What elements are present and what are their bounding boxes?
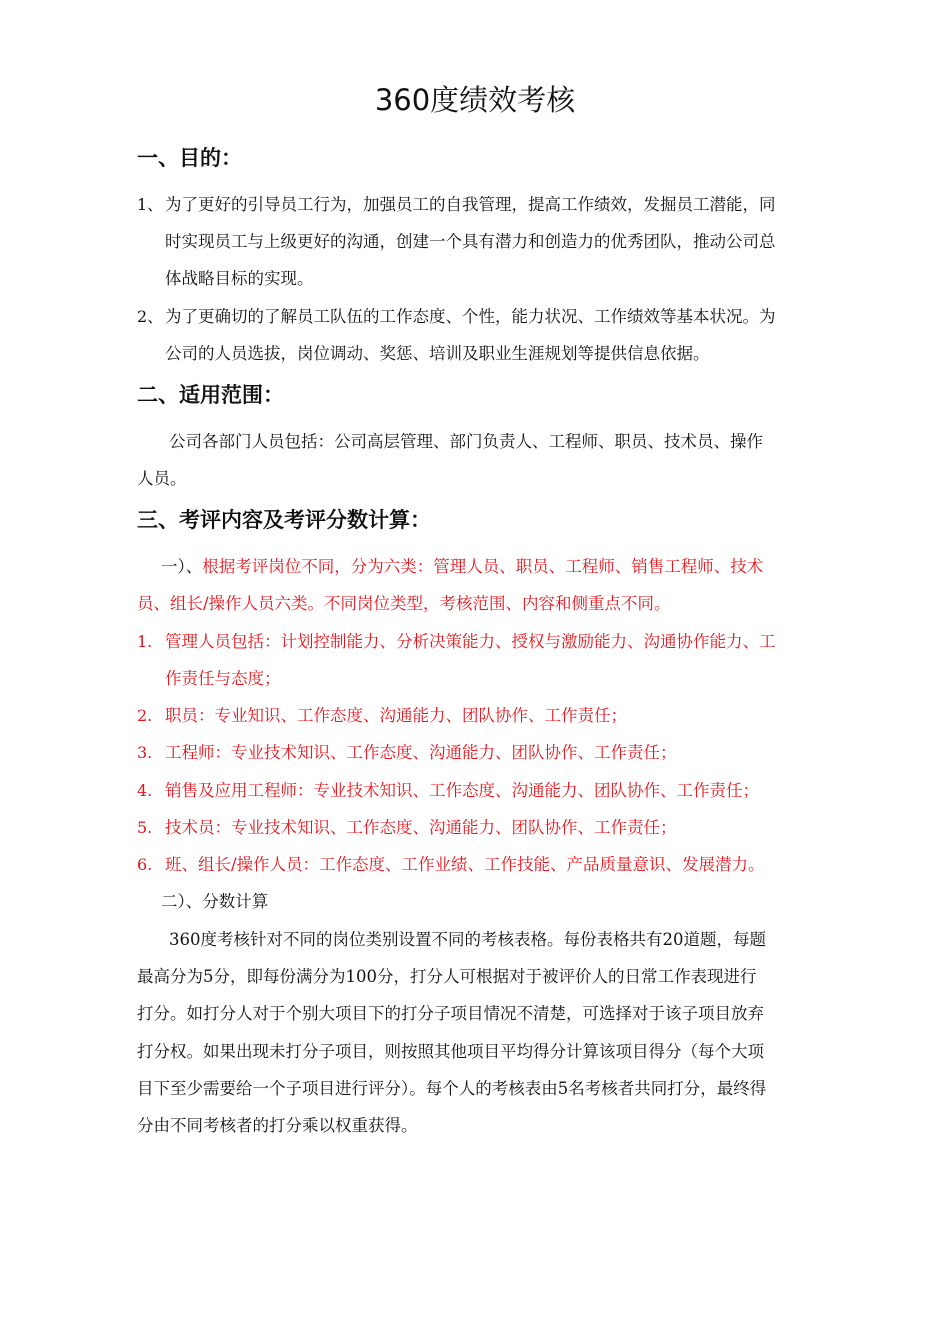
subsection-heading: 二）、分数计算 bbox=[161, 892, 269, 911]
document-title: 360度绩效考核 bbox=[374, 83, 576, 117]
paragraph-line: 时实现员工与上级更好的沟通，创建一个具有潜力和创造力的优秀团队，推动公司总 bbox=[165, 232, 776, 251]
list-item-text: 工程师：专业技术知识、工作态度、沟通能力、团队协作、工作责任； bbox=[165, 743, 677, 762]
paragraph-line: 目下至少需要给一个子项目进行评分）。每个人的考核表由5名考核者共同打分，最终得 bbox=[137, 1079, 767, 1098]
paragraph-line: 为了更确切的了解员工队伍的工作态度、个性，能力状况、工作绩效等基本状况。为 bbox=[165, 307, 776, 326]
list-number: 1. bbox=[137, 632, 153, 651]
subsection-prefix: 一）、 bbox=[161, 557, 203, 576]
paragraph-line: 体战略目标的实现。 bbox=[165, 269, 314, 288]
subsection-line bbox=[161, 556, 763, 578]
list-number: 6. bbox=[137, 855, 153, 874]
section-heading-purpose: 一、目的： bbox=[137, 146, 242, 170]
paragraph-line: 打分。如打分人对于个别大项目下的打分子项目情况不清楚，可选择对于该子项目放弃 bbox=[137, 1004, 764, 1023]
paragraph-line: 360度考核针对不同的岗位类别设置不同的考核表格。每份表格共有20道题，每题 bbox=[169, 930, 766, 949]
list-number: 3. bbox=[137, 743, 153, 762]
list-number: 5. bbox=[137, 818, 153, 837]
list-number: 4. bbox=[137, 781, 153, 800]
list-number: 2、 bbox=[137, 307, 164, 326]
list-item-text: 作责任与态度； bbox=[165, 669, 281, 688]
paragraph-line: 分由不同考核者的打分乘以权重获得。 bbox=[137, 1116, 418, 1135]
list-item-text: 职员：专业知识、工作态度、沟通能力、团队协作、工作责任； bbox=[165, 706, 627, 725]
list-item-text: 管理人员包括：计划控制能力、分析决策能力、授权与激励能力、沟通协作能力、工 bbox=[165, 632, 776, 651]
highlighted-text: 根据考评岗位不同，分为六类：管理人员、职员、工程师、销售工程师、技术 bbox=[202, 557, 764, 576]
list-item-text: 销售及应用工程师：专业技术知识、工作态度、沟通能力、团队协作、工作责任； bbox=[165, 781, 759, 800]
paragraph-line: 最高分为5分，即每份满分为100分，打分人可根据对于被评价人的日常工作表现进行 bbox=[137, 967, 757, 986]
paragraph-line: 公司各部门人员包括：公司高层管理、部门负责人、工程师、职员、技术员、操作 bbox=[169, 432, 763, 451]
list-item-text: 班、组长/操作人员：工作态度、工作业绩、工作技能、产品质量意识、发展潜力。 bbox=[165, 855, 765, 874]
list-number: 1、 bbox=[137, 195, 164, 214]
list-number: 2. bbox=[137, 706, 153, 725]
paragraph-line: 打分权。如果出现未打分子项目，则按照其他项目平均得分计算该项目得分（每个大项 bbox=[137, 1042, 764, 1061]
paragraph-line: 公司的人员选拔，岗位调动、奖惩、培训及职业生涯规划等提供信息依据。 bbox=[165, 344, 710, 363]
highlighted-text: 员、组长/操作人员六类。不同岗位类型，考核范围、内容和侧重点不同。 bbox=[137, 594, 671, 613]
paragraph-line: 人员。 bbox=[137, 469, 187, 488]
paragraph-line: 为了更好的引导员工行为，加强员工的自我管理，提高工作绩效，发掘员工潜能，同 bbox=[165, 195, 776, 214]
list-item-text: 技术员：专业技术知识、工作态度、沟通能力、团队协作、工作责任； bbox=[165, 818, 677, 837]
section-heading-scope: 二、适用范围： bbox=[137, 383, 284, 407]
section-heading-content: 三、考评内容及考评分数计算： bbox=[137, 508, 431, 532]
